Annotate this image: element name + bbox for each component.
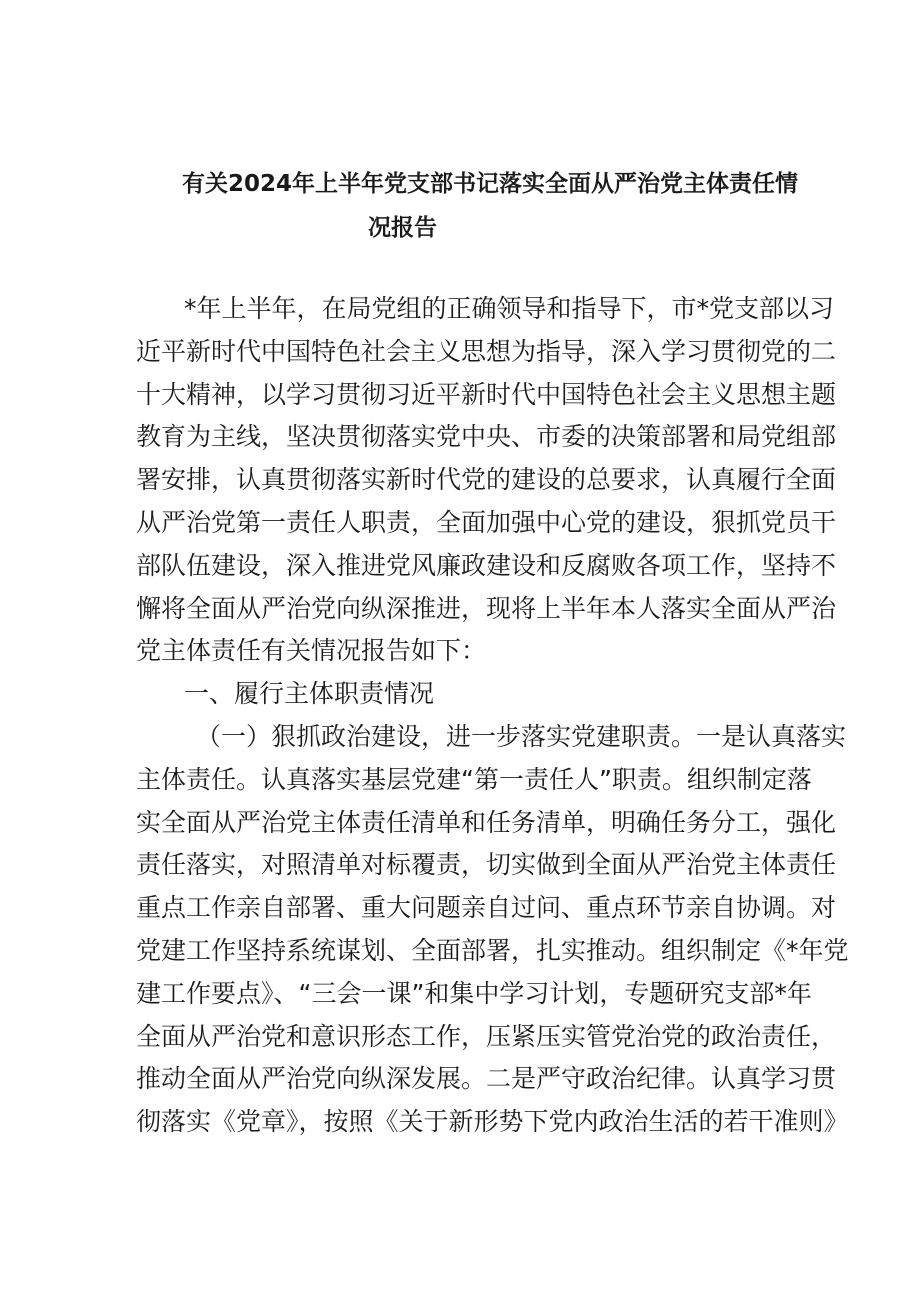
- paragraph-line: 推动全面从严治党向纵深发展。二是严守政治纪律。认真学习贯: [136, 1064, 837, 1094]
- paragraph-line: 署安排，认真贯彻落实新时代党的建设的总要求，认真履行全面: [136, 465, 837, 495]
- paragraph-line: 实全面从严治党主体责任清单和任务清单，明确任务分工，强化: [136, 807, 837, 837]
- paragraph-line: 全面从严治党和意识形态工作，压紧压实管党治党的政治责任，: [136, 1021, 837, 1051]
- paragraph-line: 党建工作坚持系统谋划、全面部署，扎实推动。组织制定《*年党: [136, 935, 849, 965]
- paragraph-line: 主体责任。认真落实基层党建“第一责任人”职责。组织制定落: [136, 764, 812, 794]
- paragraph-line: 从严治党第一责任人职责，全面加强中心党的建设，狠抓党员干: [136, 507, 837, 537]
- document-title: [136, 162, 826, 250]
- paragraph-line: 部队伍建设，深入推进党风廉政建设和反腐败各项工作，坚持不: [136, 550, 837, 580]
- paragraph-line: 党主体责任有关情况报告如下：: [136, 636, 487, 666]
- paragraph-line: *年上半年，在局党组的正确领导和指导下，市*党支部以习: [184, 294, 835, 323]
- paragraph-line: 建工作要点》、“三会一课”和集中学习计划，专题研究支部*年: [136, 978, 812, 1008]
- paragraph-line: 彻落实《党章》，按照《关于新形势下党内政治生活的若干准则》: [136, 1107, 849, 1137]
- title-line: 况报告: [368, 215, 437, 241]
- paragraph-line: 责任落实，对照清单对标覆责，切实做到全面从严治党主体责任: [136, 850, 837, 880]
- paragraph-line: 重点工作亲自部署、重大问题亲自过问、重点环节亲自协调。对: [136, 893, 837, 923]
- paragraph-line: 十大精神，以学习贯彻习近平新时代中国特色社会主义思想主题: [136, 379, 837, 409]
- title-line: 有关2024年上半年党支部书记落实全面从严治党主体责任情: [182, 171, 799, 197]
- paragraph-line: 懈将全面从严治党向纵深推进，现将上半年本人落实全面从严治: [136, 593, 837, 623]
- paragraph-line: 教育为主线，坚决贯彻落实党中央、市委的决策部署和局党组部: [136, 422, 837, 452]
- paragraph-line: 近平新时代中国特色社会主义思想为指导，深入学习贯彻党的二: [136, 336, 837, 366]
- paragraph-line: （一）狠抓政治建设，进一步落实党建职责。一是认真落实: [196, 721, 847, 751]
- document-body: [136, 288, 849, 1144]
- section-heading: 一、履行主体职责情况: [184, 679, 435, 709]
